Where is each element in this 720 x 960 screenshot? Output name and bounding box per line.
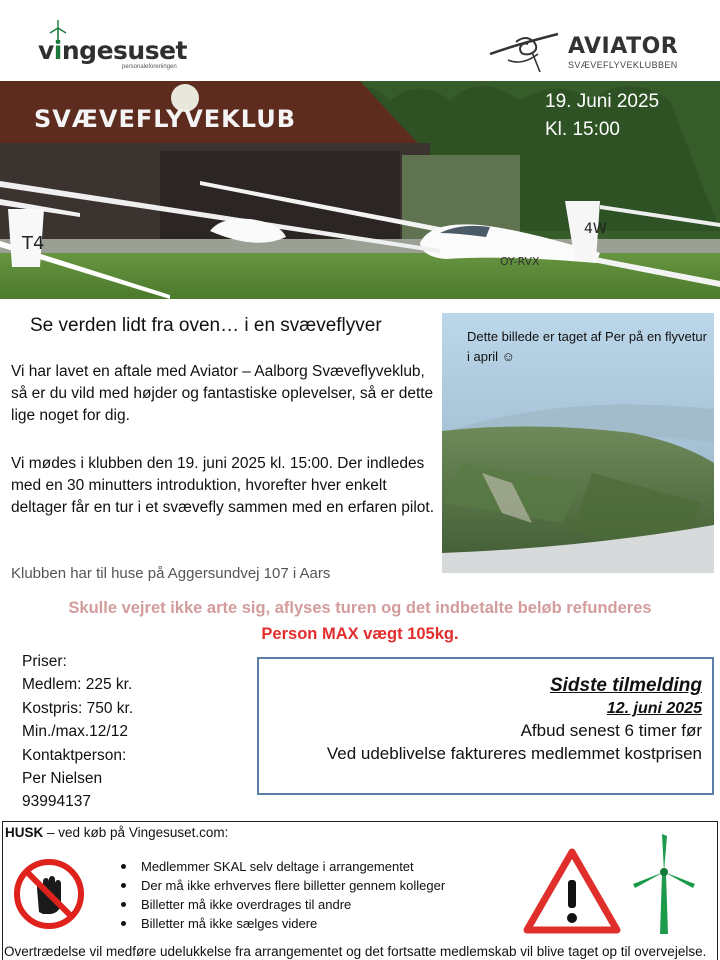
wind-turbine-icon — [631, 834, 697, 936]
husk-title-bold: HUSK — [5, 825, 44, 840]
max-weight-note: Person MAX vægt 105kg. — [261, 625, 459, 643]
schedule-paragraph: Vi mødes i klubben den 19. juni 2025 kl. 15:00. Der indledes med en 30 minutters introduktion, hvorefter hver enkelt deltager får en tur i et svævefly sammen med en erfaren pilot. — [11, 455, 435, 516]
vingesuset-wordmark: vingesuset — [38, 36, 187, 65]
contact-phone: 93994137 — [22, 793, 91, 811]
event-date: 19. Juni 2025 — [545, 91, 660, 112]
aerial-photo — [442, 313, 714, 573]
weather-cancellation-note: Skulle vejret ikke arte sig, aflyses turen og det indbetalte beløb refunderes — [68, 599, 652, 617]
husk-title-rest: – ved køb på Vingesuset.com: — [43, 825, 229, 840]
price-member: Medlem: 225 kr. — [22, 676, 133, 694]
glider-mark-registration: OY-RVX — [500, 255, 540, 268]
vingesuset-logo — [36, 20, 186, 70]
husk-rule-item: Medlemmer SKAL selv deltage i arrangementet — [119, 857, 445, 876]
husk-rule-item: Billetter må ikke overdrages til andre — [119, 895, 445, 914]
husk-rule-item: Billetter må ikke sælges videre — [119, 914, 445, 933]
registration-deadline-box — [257, 657, 714, 795]
participants-min-max: Min./max.12/12 — [22, 723, 128, 741]
contact-name: Per Nielsen — [22, 770, 103, 788]
vingesuset-subtitle: personaleforeningen — [122, 64, 177, 70]
aviator-wordmark: AVIATOR — [568, 34, 679, 59]
glider-mark-4w: 4W — [584, 221, 607, 237]
stop-hand-icon — [13, 858, 85, 930]
deadline-title: Sidste tilmelding — [549, 675, 702, 696]
deadline-date: 12. juni 2025 — [606, 700, 702, 717]
hangar-sign: SVÆVEFLYVEKLUB — [34, 105, 296, 133]
vingesuset-wordmark-accent: i — [53, 36, 62, 65]
husk-rules-list — [119, 857, 445, 933]
prices-heading: Priser: — [22, 653, 67, 670]
cancellation-rule: Afbud senest 6 timer før — [520, 721, 702, 740]
page-headline: Se verden lidt fra oven… i en svæveflyver — [30, 315, 382, 336]
husk-rules-box — [2, 821, 718, 960]
glider-mark-t4: T4 — [22, 233, 45, 254]
contact-heading: Kontaktperson: — [22, 746, 127, 764]
hero-photo-gliders — [0, 81, 720, 299]
prices-block — [22, 650, 133, 814]
husk-footer-warning: Overtrædelse vil medføre udelukkelse fra arrangementet og det fortsatte medlemskab vil blive taget op til overvejelse. — [4, 944, 707, 959]
price-cost: Kostpris: 750 kr. — [22, 699, 134, 717]
club-address: Klubben har til huse på Aggersundvej 107 i Aars — [11, 565, 331, 582]
no-show-rule: Ved udeblivelse faktureres medlemmet kostprisen — [326, 744, 702, 763]
event-time: Kl. 15:00 — [545, 119, 620, 140]
aerial-photo-caption: Dette billede er taget af Per på en flyvetur i april ☺ — [467, 329, 707, 364]
intro-paragraph: Vi har lavet en aftale med Aviator – Aalborg Svæveflyveklub, så er du vild med højder og fantastiske oplevelser, så er dette lige noget for dig. — [11, 363, 434, 424]
aviator-logo — [488, 26, 688, 76]
husk-title — [5, 825, 228, 840]
aviator-subtitle: SVÆVEFLYVEKLUBBEN — [568, 60, 678, 70]
husk-rule-item: Der må ikke erhverves flere billetter gennem kolleger — [119, 876, 445, 895]
warning-triangle-icon — [523, 848, 621, 934]
glider-swirl-logo-icon — [488, 26, 568, 74]
